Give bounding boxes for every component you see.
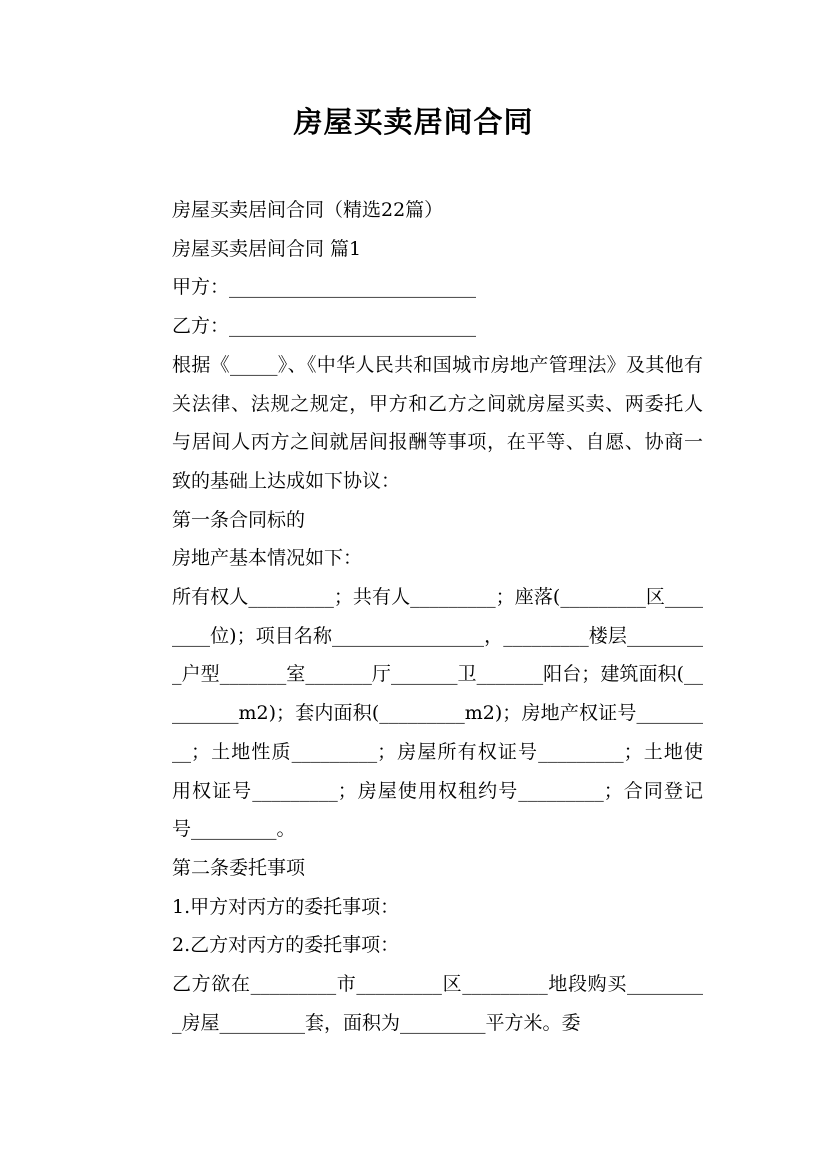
party-b-line: 乙方：__________________________ (172, 315, 477, 338)
purchase-details-paragraph: 乙方欲在_________市_________区_________地段购买_________房屋_________套，面积为_________平方米。委 (172, 973, 703, 1034)
entrustment-item-2: 2.乙方对丙方的委托事项： (172, 934, 400, 957)
article-1-heading: 第一条合同标的 (172, 508, 306, 531)
subtitle: 房屋买卖居间合同（精选22篇） (172, 199, 444, 221)
party-a-line: 甲方：__________________________ (172, 276, 477, 299)
preamble-paragraph: 根据《_____》、《中华人民共和国城市房地产管理法》及其他有关法律、法规之规定，甲方和乙方之间就房屋买卖、两委托人与居间人丙方之间就居间报酬等事项，在平等、自愿、协商一致的基础上达成如下协议： (172, 353, 703, 492)
document-title: 房屋买卖居间合同 (293, 105, 534, 139)
document-body (126, 191, 703, 1042)
section-heading: 房屋买卖居间合同 篇1 (172, 237, 362, 260)
property-details-paragraph: 所有权人_________；共有人_________；座落(_________区________位)；项目名称________________，_________楼层_________户型_______室_______厅_______卫_______阳台；建筑面积(_________m2)；套内面积(_________m2)；房地产权证号_________；土地性质_________；房屋所有权证号_________；土地使用权证号_________；房屋使用权租约号_________；合同登记号_________。 (172, 586, 703, 841)
article-2-heading: 第二条委托事项 (172, 856, 306, 879)
property-info-heading: 房地产基本情况如下： (172, 547, 363, 570)
entrustment-item-1: 1.甲方对丙方的委托事项： (172, 895, 400, 918)
